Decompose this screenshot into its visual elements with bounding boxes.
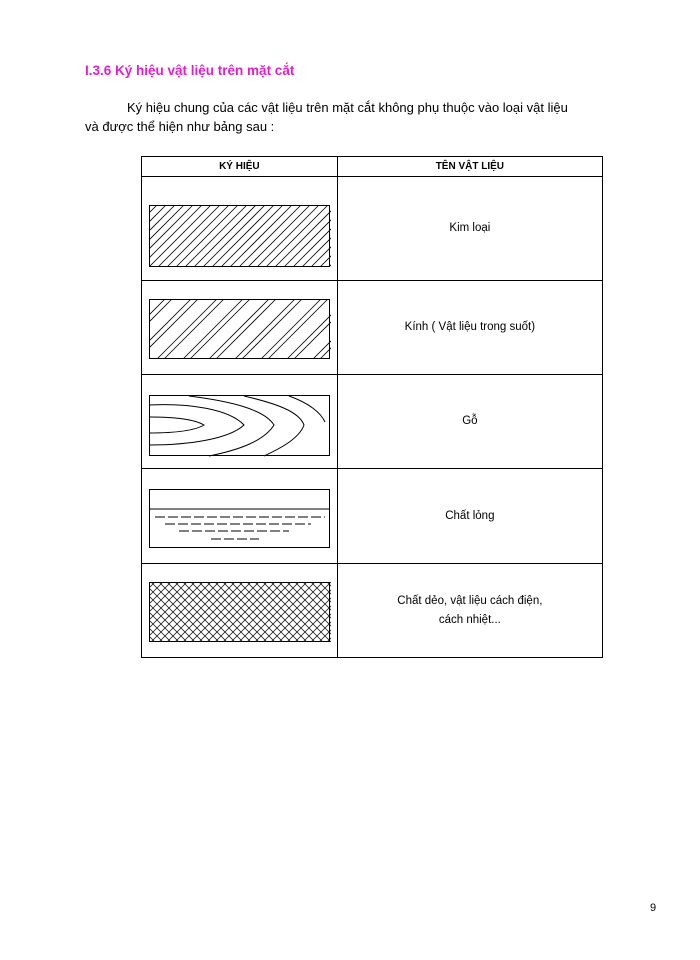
table-row [142, 564, 603, 658]
material-name: Kính ( Vật liệu trong suốt) [404, 321, 536, 333]
metal-hatch-icon [149, 205, 331, 269]
symbol-cell [142, 375, 338, 469]
intro-paragraph [85, 98, 658, 136]
materials-table [141, 156, 603, 658]
intro-line-1: Ký hiệu chung của các vật liệu trên mặt cắt không phụ thuộc vào loại vật liệu [127, 100, 568, 115]
table-header-row [142, 157, 603, 177]
header-symbol: KÝ HIỆU [142, 157, 338, 177]
symbol-cell [142, 281, 338, 375]
material-name-cell [337, 469, 602, 564]
material-name: Kim loại [449, 222, 491, 234]
crosshatch-icon [149, 582, 331, 644]
material-name-line-1: Chất dẻo, vật liệu cách điện, [397, 594, 543, 607]
material-name-cell [337, 281, 602, 375]
section-heading: I.3.6 Ký hiệu vật liệu trên mặt cắt [85, 63, 295, 78]
liquid-lines-icon [149, 489, 331, 551]
material-name-line-2: cách nhiệt... [438, 613, 501, 626]
material-name-cell [337, 564, 602, 658]
symbol-cell [142, 564, 338, 658]
wood-grain-icon [149, 395, 331, 457]
table-row [142, 177, 603, 281]
page-number: 9 [650, 902, 657, 914]
material-name-cell [337, 375, 602, 469]
material-name: Gỗ [462, 415, 478, 427]
symbol-cell [142, 177, 338, 281]
header-material-name: TÊN VẬT LIỆU [337, 157, 602, 177]
table-row [142, 375, 603, 469]
material-name: Chất lỏng [445, 509, 495, 522]
material-name-cell [337, 177, 602, 281]
table-row [142, 281, 603, 375]
symbol-cell [142, 469, 338, 564]
intro-line-2: và được thể hiện như bảng sau : [85, 119, 275, 134]
glass-hatch-icon [149, 299, 331, 361]
table-row [142, 469, 603, 564]
